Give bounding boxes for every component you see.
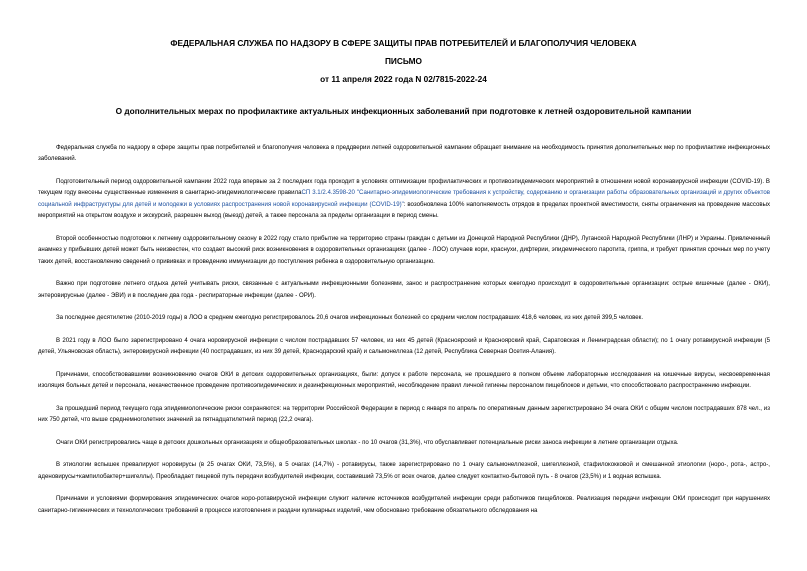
paragraph-2-text-end: : возобновлена 100% наполняемость отрядов в пределах проектной вместимости, сняты ограничения на проведение массовых мероприятий на открытом воздухе и экскурсий, разрешен выход (выезд) детей, а также персонала за пределы организации в период смены. [38,200,770,220]
document-body [38,142,770,527]
agency-title: ФЕДЕРАЛЬНАЯ СЛУЖБА ПО НАДЗОРУ В СФЕРЕ ЗАЩИТЫ ПРАВ ПОТРЕБИТЕЛЕЙ И БЛАГОПОЛУЧИЯ ЧЕЛОВЕКА [170,38,637,48]
paragraph-1: Федеральная служба по надзору в сфере защиты прав потребителей и благополучия человека в преддверии летней оздоровительной кампании обращает внимание на необходимость принятия дополнительных мер по профилактике инфекционных заболеваний. [38,144,770,163]
paragraph-9: Очаги ОКИ регистрировались чаще в детских дошкольных организациях и общеобразовательных школах - по 10 очагов (31,3%), что обуславливает потенциальные риски заноса инфекции в летние организации отдыха. [56,438,679,446]
paragraph-3: Второй особенностью подготовки к летнему оздоровительному сезону в 2022 году стало прибытие на территорию страны граждан с детьми из Донецкой Народной Республики (ДНР), Луганской Народной Республики (ЛНР) и Украины. Привлеченный анамнез у прибывших детей может быть неизвестен, что создает высокий риск возникновения в оздоровительных организациях (далее - ЛОО) случаев кори, краснухи, дифтерии, эпидемического паротита, гриппа, и требует принятия срочных мер по учету таких детей, восстановлению сведений о прививках и проведению иммунизации до поступления ребенка в оздоровительную организацию. [38,234,770,265]
document-date-number: от 11 апреля 2022 года N 02/7815-2022-24 [320,74,487,84]
paragraph-2 [38,176,770,222]
paragraph-6: В 2021 году в ЛОО было зарегистрировано 4 очага норовирусной инфекции с числом пострадавших 57 человек, из них 45 детей (Красноярский и Красноярский край, Саратовская и Ленинградская области); по 1 очагу ротавирусной инфекции (5 детей, Ульяновская область), энтеровирусной инфекции (40 пострадавших, из них 39 детей, Краснодарский край) и сальмонеллеза (12 детей, Республика Северная Осетия-Алания). [38,336,770,356]
paragraph-11: Причинами и условиями формирования эпидемических очагов норо-ротавирусной инфекции служит наличие источников возбудителей инфекции среди работников пищеблоков. Реализация передачи инфекции ОКИ происходит при нарушениях санитарно-гигиенических и технологических требований в процессе изготовления и раздачи кулинарных изделий, чем обосновано требование обязательного обследования на [38,495,770,514]
paragraph-2-text-start: Подготовительный период оздоровительной кампании 2022 года впервые за 2 последних года проходит в условиях оптимизации профилактических и противоэпидемических мероприятий в отношении новой коронавирусной инфекции (COVID-19). В текущем году внесены существенные изменения в санитарно-эпидемиологические правила [38,178,770,197]
paragraph-7: Причинами, способствовавшими возникновению очагов ОКИ в детских оздоровительных организациях, были: допуск к работе персонала, не прошедшего в полном объеме лабораторные исследования на кишечные вирусы, несвоевременная изоляция больных детей и персонала, некачественное проведение противоэпидемических и дезинфекционных мероприятий, несоблюдение правил личной гигиены персоналом пищеблоков и детьми, что способствовало распространению инфекции. [38,370,770,390]
paragraph-10: В этиологии вспышек превалируют норовирусы (в 25 очагах ОКИ, 73,5%), в 5 очагах (14,7%) - ротавирусы, также зарегистрировано по 1 очагу сальмонеллезной, шигеллезной, стафилококковой и смешанной этиологии (норо-, рота-, астро-, аденовирусы+кампилобактер+шигеллы). Преобладает пищевой путь передачи возбудителей инфекции, составивший 73,5% от всех очагов, далее следует контактно-бытовой путь - 8 очагов (23,5%) и 1 водная вспышка. [38,461,770,480]
document-subject: О дополнительных мерах по профилактике актуальных инфекционных заболеваний при подготовке к летней оздоровительной кампании [115,106,692,116]
regulation-link[interactable]: СП 3.1/2.4.3598-20 "Санитарно-эпидемиологические требования к устройству, содержанию и организации работы образовательных организаций и других объектов социальной инфраструктуры для детей и молодежи в условиях распространения новой коронавирусной инфекции (COVID-19)" [38,189,770,208]
paragraph-4: Важно при подготовке летнего отдыха детей учитывать риски, связанные с актуальными инфекционными болезнями, занос и распространение которых ежегодно происходит в оздоровительные организации: острые кишечные (далее - ОКИ), энтеровирусные (далее - ЭВИ) и в последние два года - респираторные инфекции (далее - ОРИ). [38,280,770,299]
paragraph-5: За последнее десятилетие (2010-2019 годы) в ЛОО в среднем ежегодно регистрировалось 20,6 очагов инфекционных болезней со средним числом пострадавших 418,6 человек, из них детей 399,5 человек. [56,314,644,322]
document-type: ПИСЬМО [384,56,423,66]
paragraph-8: За прошедший период текущего года эпидемиологические риски сохраняются: на территории Российской Федерации в период с января по апрель по оперативным данным зарегистрировано 34 очага ОКИ с общим числом пострадавших 878 чел., из них 750 детей, что выше среднемноголетних значений за пятнадцатилетний период (22,2 очага). [38,404,770,424]
